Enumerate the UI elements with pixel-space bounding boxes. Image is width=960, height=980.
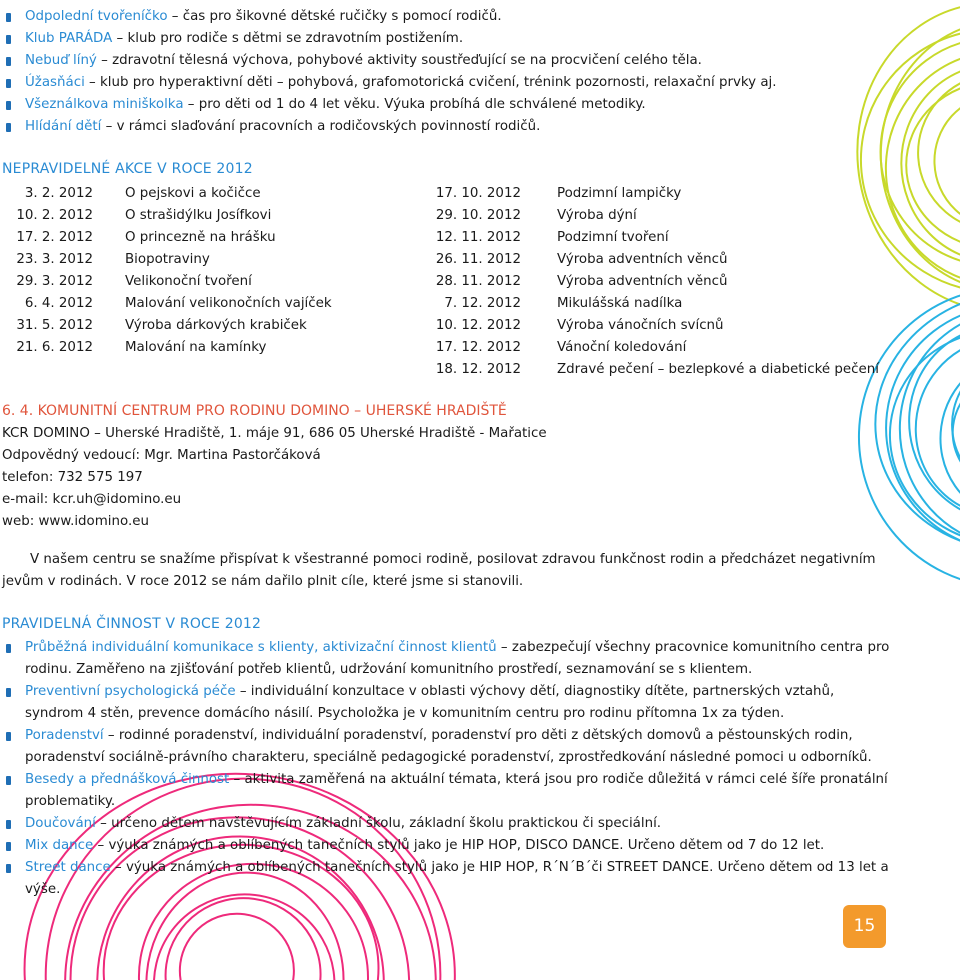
activities-list xyxy=(4,6,777,138)
list-item xyxy=(4,725,894,769)
list-item xyxy=(4,116,777,138)
list-item xyxy=(4,857,894,901)
bullet-icon xyxy=(6,79,11,88)
item-highlight: Doučování xyxy=(25,816,96,831)
event-name: Podzimní tvoření xyxy=(557,230,669,245)
bullet-icon xyxy=(6,13,11,22)
bullet-icon xyxy=(6,101,11,110)
item-text: – pro děti od 1 do 4 let věku. Výuka probíhá dle schválené metodiky. xyxy=(183,97,646,112)
bullet-icon xyxy=(6,864,11,873)
event-date: 10. 2. 2012 xyxy=(16,208,93,223)
event-date: 23. 3. 2012 xyxy=(16,252,93,267)
bullet-icon xyxy=(6,35,11,44)
event-name: Výroba vánočních svícnů xyxy=(557,318,724,333)
event-date: 7. 12. 2012 xyxy=(444,296,521,311)
item-text: – výuka známých a oblíbených tanečních stylů jako je HIP HOP, DISCO DANCE. Určeno dětem od 7 do 12 let. xyxy=(93,838,825,853)
bullet-icon xyxy=(6,820,11,829)
kcr-manager: Odpovědný vedoucí: Mgr. Martina Pastorčáková xyxy=(2,448,321,463)
event-name: O princezně na hrášku xyxy=(125,230,276,245)
item-highlight: Průběžná individuální komunikace s klienty, aktivizační činnost klientů xyxy=(25,640,497,655)
event-date: 29. 10. 2012 xyxy=(435,208,521,223)
event-date: 17. 12. 2012 xyxy=(435,340,521,355)
item-highlight: Preventivní psychologická péče xyxy=(25,684,236,699)
event-date: 21. 6. 2012 xyxy=(16,340,93,355)
kcr-email: e-mail: kcr.uh@idomino.eu xyxy=(2,492,182,507)
event-date: 31. 5. 2012 xyxy=(16,318,93,333)
event-date: 18. 12. 2012 xyxy=(435,362,521,377)
item-text: – určeno dětem navštěvujícím základní školu, základní školu praktickou či speciální. xyxy=(95,816,662,831)
event-name: Malování velikonočních vajíček xyxy=(125,296,332,311)
event-name: Výroba dárkových krabiček xyxy=(125,318,307,333)
event-date: 12. 11. 2012 xyxy=(435,230,521,245)
item-text: – klub pro hyperaktivní děti – pohybová, grafomotorická cvičení, trénink pozornosti, relaxační prvky aj. xyxy=(84,75,777,90)
item-highlight: Besedy a přednášková činnost xyxy=(25,772,230,787)
item-highlight: Úžasňáci xyxy=(25,75,85,90)
event-name: Zdravé pečení – bezlepkové a diabetické pečení xyxy=(557,362,879,377)
item-text: – čas pro šikovné dětské ručičky s pomocí rodičů. xyxy=(167,9,502,24)
event-name: Biopotraviny xyxy=(125,252,210,267)
list-item xyxy=(4,813,894,835)
item-highlight: Hlídání dětí xyxy=(25,119,102,134)
event-name: Velikonoční tvoření xyxy=(125,274,252,289)
event-date: 28. 11. 2012 xyxy=(435,274,521,289)
item-highlight: Klub PARÁDA xyxy=(25,31,113,46)
event-name: O pejskovi a kočičce xyxy=(125,186,261,201)
event-name: Vánoční koledování xyxy=(557,340,687,355)
event-date: 10. 12. 2012 xyxy=(435,318,521,333)
item-text: – rodinné poradenství, individuální poradenství, poradenství pro děti z dětských domovů a pěstounských rodin, poradenství sociálně-právního charakteru, speciálně pedagogické poradenství, zprostředkování následné pomoci u odborníků. xyxy=(25,728,872,765)
kcr-web: web: www.idomino.eu xyxy=(2,514,149,529)
page-number-badge: 15 xyxy=(843,905,886,948)
event-date: 17. 10. 2012 xyxy=(435,186,521,201)
kcr-title: 6. 4. KOMUNITNÍ CENTRUM PRO RODINU DOMINO – UHERSKÉ HRADIŠTĚ xyxy=(2,403,507,419)
event-name: Malování na kamínky xyxy=(125,340,267,355)
list-item xyxy=(4,50,777,72)
item-text: – výuka známých a oblíbených tanečních stylů jako je HIP HOP, R´N´B´či STREET DANCE. Určeno dětem od 13 let a výše. xyxy=(25,860,889,897)
event-name: Mikulášská nadílka xyxy=(557,296,683,311)
list-item xyxy=(4,769,894,813)
list-item xyxy=(4,835,894,857)
bullet-icon xyxy=(6,732,11,741)
event-name: O strašidýlku Josífkovi xyxy=(125,208,272,223)
event-date: 29. 3. 2012 xyxy=(16,274,93,289)
event-name: Výroba adventních věnců xyxy=(557,252,728,267)
kcr-phone: telefon: 732 575 197 xyxy=(2,470,143,485)
bullet-icon xyxy=(6,776,11,785)
event-date: 3. 2. 2012 xyxy=(24,186,93,201)
item-highlight: Všeználkova miniškolka xyxy=(25,97,184,112)
list-item xyxy=(4,72,777,94)
item-text: – v rámci slaďování pracovních a rodičovských povinností rodičů. xyxy=(101,119,541,134)
bullet-icon xyxy=(6,688,11,697)
list-item xyxy=(4,6,777,28)
bullet-icon xyxy=(6,842,11,851)
item-highlight: Mix dance xyxy=(25,838,94,853)
item-highlight: Poradenství xyxy=(25,728,104,743)
item-text: – aktivita zaměřená na aktuální témata, která jsou pro rodiče důležitá v rámci celé šíře pronatální problematiky. xyxy=(25,772,888,809)
bullet-icon xyxy=(6,57,11,66)
intro-paragraph xyxy=(2,549,888,593)
intro-paragraph-text: V našem centru se snažíme přispívat k všestranné pomoci rodině, posilovat zdravou funkčnost rodin a předcházet negativním jevům v rodinách. V roce 2012 se nám dařilo plnit cíle, které jsme si stanovili. xyxy=(2,552,876,589)
bullet-icon xyxy=(6,123,11,132)
list-item xyxy=(4,681,894,725)
item-text: – zdravotní tělesná výchova, pohybové aktivity soustřeďující se na procvičení celého těla. xyxy=(96,53,702,68)
list-item xyxy=(4,28,777,50)
item-highlight: Nebuď líný xyxy=(25,53,97,68)
list-item xyxy=(4,637,894,681)
item-highlight: Street dance xyxy=(25,860,111,875)
event-name: Výroba dýní xyxy=(557,208,637,223)
events-title: NEPRAVIDELNÉ AKCE V ROCE 2012 xyxy=(2,161,253,177)
item-highlight: Odpolední tvořeníčko xyxy=(25,9,168,24)
item-text: – individuální konzultace v oblasti výchovy dětí, diagnostiky dítěte, partnerských vztahů, syndrom 4 stěn, prevence domácího násilí. Psycholožka je v komunitním centru pro rodinu přítomna 1x za týden. xyxy=(25,684,835,721)
event-date: 26. 11. 2012 xyxy=(435,252,521,267)
event-date: 6. 4. 2012 xyxy=(24,296,93,311)
kcr-address: KCR DOMINO – Uherské Hradiště, 1. máje 91, 686 05 Uherské Hradiště - Mařatice xyxy=(2,426,547,441)
item-text: – klub pro rodiče s dětmi se zdravotním postižením. xyxy=(112,31,464,46)
list-item xyxy=(4,94,777,116)
event-date: 17. 2. 2012 xyxy=(16,230,93,245)
regular-title: PRAVIDELNÁ ČINNOST V ROCE 2012 xyxy=(2,616,262,632)
item-text: – zabezpečují všechny pracovnice komunitního centra pro rodinu. Zaměřeno na zjišťování potřeb klientů, udržování komunitního prostředí, seznamování se s klientem. xyxy=(25,640,890,677)
event-name: Výroba adventních věnců xyxy=(557,274,728,289)
bullet-icon xyxy=(6,644,11,653)
event-name: Podzimní lampičky xyxy=(557,186,682,201)
regular-activities-list xyxy=(4,637,894,901)
